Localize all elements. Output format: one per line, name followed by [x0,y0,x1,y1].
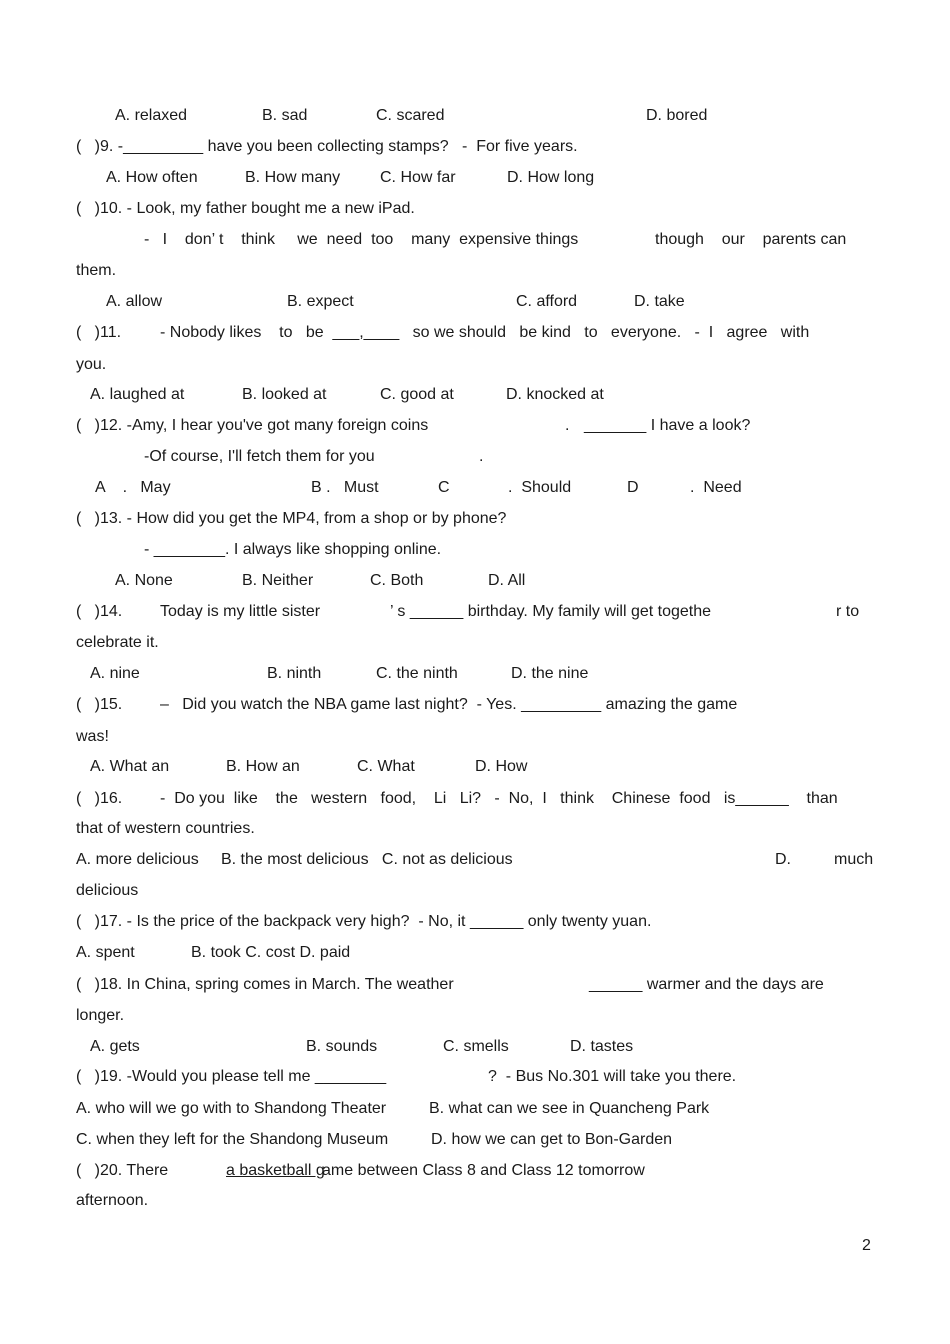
text-segment: C. smells [443,1038,509,1055]
text-segment: D. All [488,572,526,589]
text-segment: ame between Class 8 and Class 12 tomorrow [322,1162,645,1179]
text-segment: B. How many [245,169,341,186]
text-segment: though our parents can [655,231,847,248]
text-segment: C [438,479,450,496]
text-segment: that of western countries. [76,820,255,837]
text-segment: D. [775,851,791,868]
text-segment: ? - Bus No.301 will take you there. [488,1068,737,1085]
text-segment: delicious [76,882,139,899]
text-segment: . Should [508,479,572,496]
text-segment: ( )20. There [76,1162,169,1179]
text-segment: A. How often [106,169,198,186]
text-segment: B. sounds [306,1038,378,1055]
text-segment: longer. [76,1007,125,1024]
text-segment: . Need [690,479,742,496]
text-segment: D. How [475,758,528,775]
text-segment: B. Neither [242,572,314,589]
text-segment: celebrate it. [76,634,159,651]
text-segment: ( )12. -Amy, I hear you've got many foreign coins [76,417,429,434]
text-segment: C. afford [516,293,578,310]
text-segment: ( )19. -Would you please tell me ________ [76,1068,387,1085]
text-segment: a basketball g [226,1162,325,1179]
text-segment: D. knocked at [506,386,604,403]
text-segment: – Did you watch the NBA game last night? - Yes. _________ amazing the game [160,696,738,713]
text-segment: -Of course, I'll fetch them for you [144,448,375,465]
page-number: 2 [862,1237,871,1254]
text-segment: B. ninth [267,665,322,682]
text-segment: C. good at [380,386,454,403]
text-segment: Today is my little sister [160,603,321,620]
text-segment: B. took C. cost D. paid [191,944,351,961]
text-segment: C. when they left for the Shandong Museum [76,1131,389,1148]
text-segment: ( )15. [76,696,123,713]
text-segment: B. expect [287,293,354,310]
text-segment: . [565,417,570,434]
text-segment: - ________. I always like shopping online. [144,541,442,558]
text-segment: C. How far [380,169,456,186]
text-segment: C. What [357,758,415,775]
text-segment: C. scared [376,107,445,124]
text-segment: D. how we can get to Bon-Garden [431,1131,673,1148]
text-segment: D. the nine [511,665,589,682]
text-segment: A . May [95,479,171,496]
text-segment: . [479,448,484,465]
text-segment: C. Both [370,572,424,589]
text-segment: r to [836,603,860,620]
text-segment: you. [76,356,107,373]
text-segment: A. allow [106,293,163,310]
text-segment: A. None [115,572,173,589]
text-segment: D. bored [646,107,708,124]
text-segment: ( )13. - How did you get the MP4, from a shop or by phone? [76,510,507,527]
text-segment: ( )14. [76,603,123,620]
text-segment: A. What an [90,758,170,775]
text-segment: B. what can we see in Quancheng Park [429,1100,710,1117]
text-segment: - Nobody likes to be ___,____ so we should be kind to everyone. - I agree with [160,324,810,341]
text-segment: afternoon. [76,1192,149,1209]
text-segment: ( )10. - Look, my father bought me a new iPad. [76,200,415,217]
text-segment: C. the ninth [376,665,458,682]
text-segment: ( )11. [76,324,122,341]
text-segment: _______ I have a look? [584,417,751,434]
text-segment: D. tastes [570,1038,634,1055]
text-segment: - Do you like the western food, Li Li? - No, I think Chinese food is______ than [160,790,838,807]
text-segment: A. more delicious B. the most delicious C. not as delicious [76,851,513,868]
text-segment: A. gets [90,1038,140,1055]
text-segment: D [627,479,639,496]
text-segment: B . Must [311,479,379,496]
text-segment: B. looked at [242,386,327,403]
text-segment: B. sad [262,107,308,124]
text-segment: A. nine [90,665,140,682]
text-segment: D. take [634,293,685,310]
text-segment: A. relaxed [115,107,188,124]
text-segment: A. laughed at [90,386,185,403]
text-segment: B. How an [226,758,300,775]
text-segment: much [834,851,874,868]
text-segment: ( )16. [76,790,123,807]
text-segment: ’ s ______ birthday. My family will get togethe [390,603,712,620]
text-segment: ______ warmer and the days are [589,976,824,993]
text-segment: D. How long [507,169,595,186]
text-segment: ( )9. -_________ have you been collecting stamps? - For five years. [76,138,578,155]
text-segment: - I don’ t think we need too many expensive things [144,231,579,248]
text-segment: ( )17. - Is the price of the backpack very high? - No, it ______ only twenty yuan. [76,913,652,930]
text-segment: A. who will we go with to Shandong Theater [76,1100,387,1117]
text-segment: them. [76,262,117,279]
text-segment: was! [76,728,109,745]
text-segment: A. spent [76,944,135,961]
text-segment: ( )18. In China, spring comes in March. The weather [76,976,454,993]
